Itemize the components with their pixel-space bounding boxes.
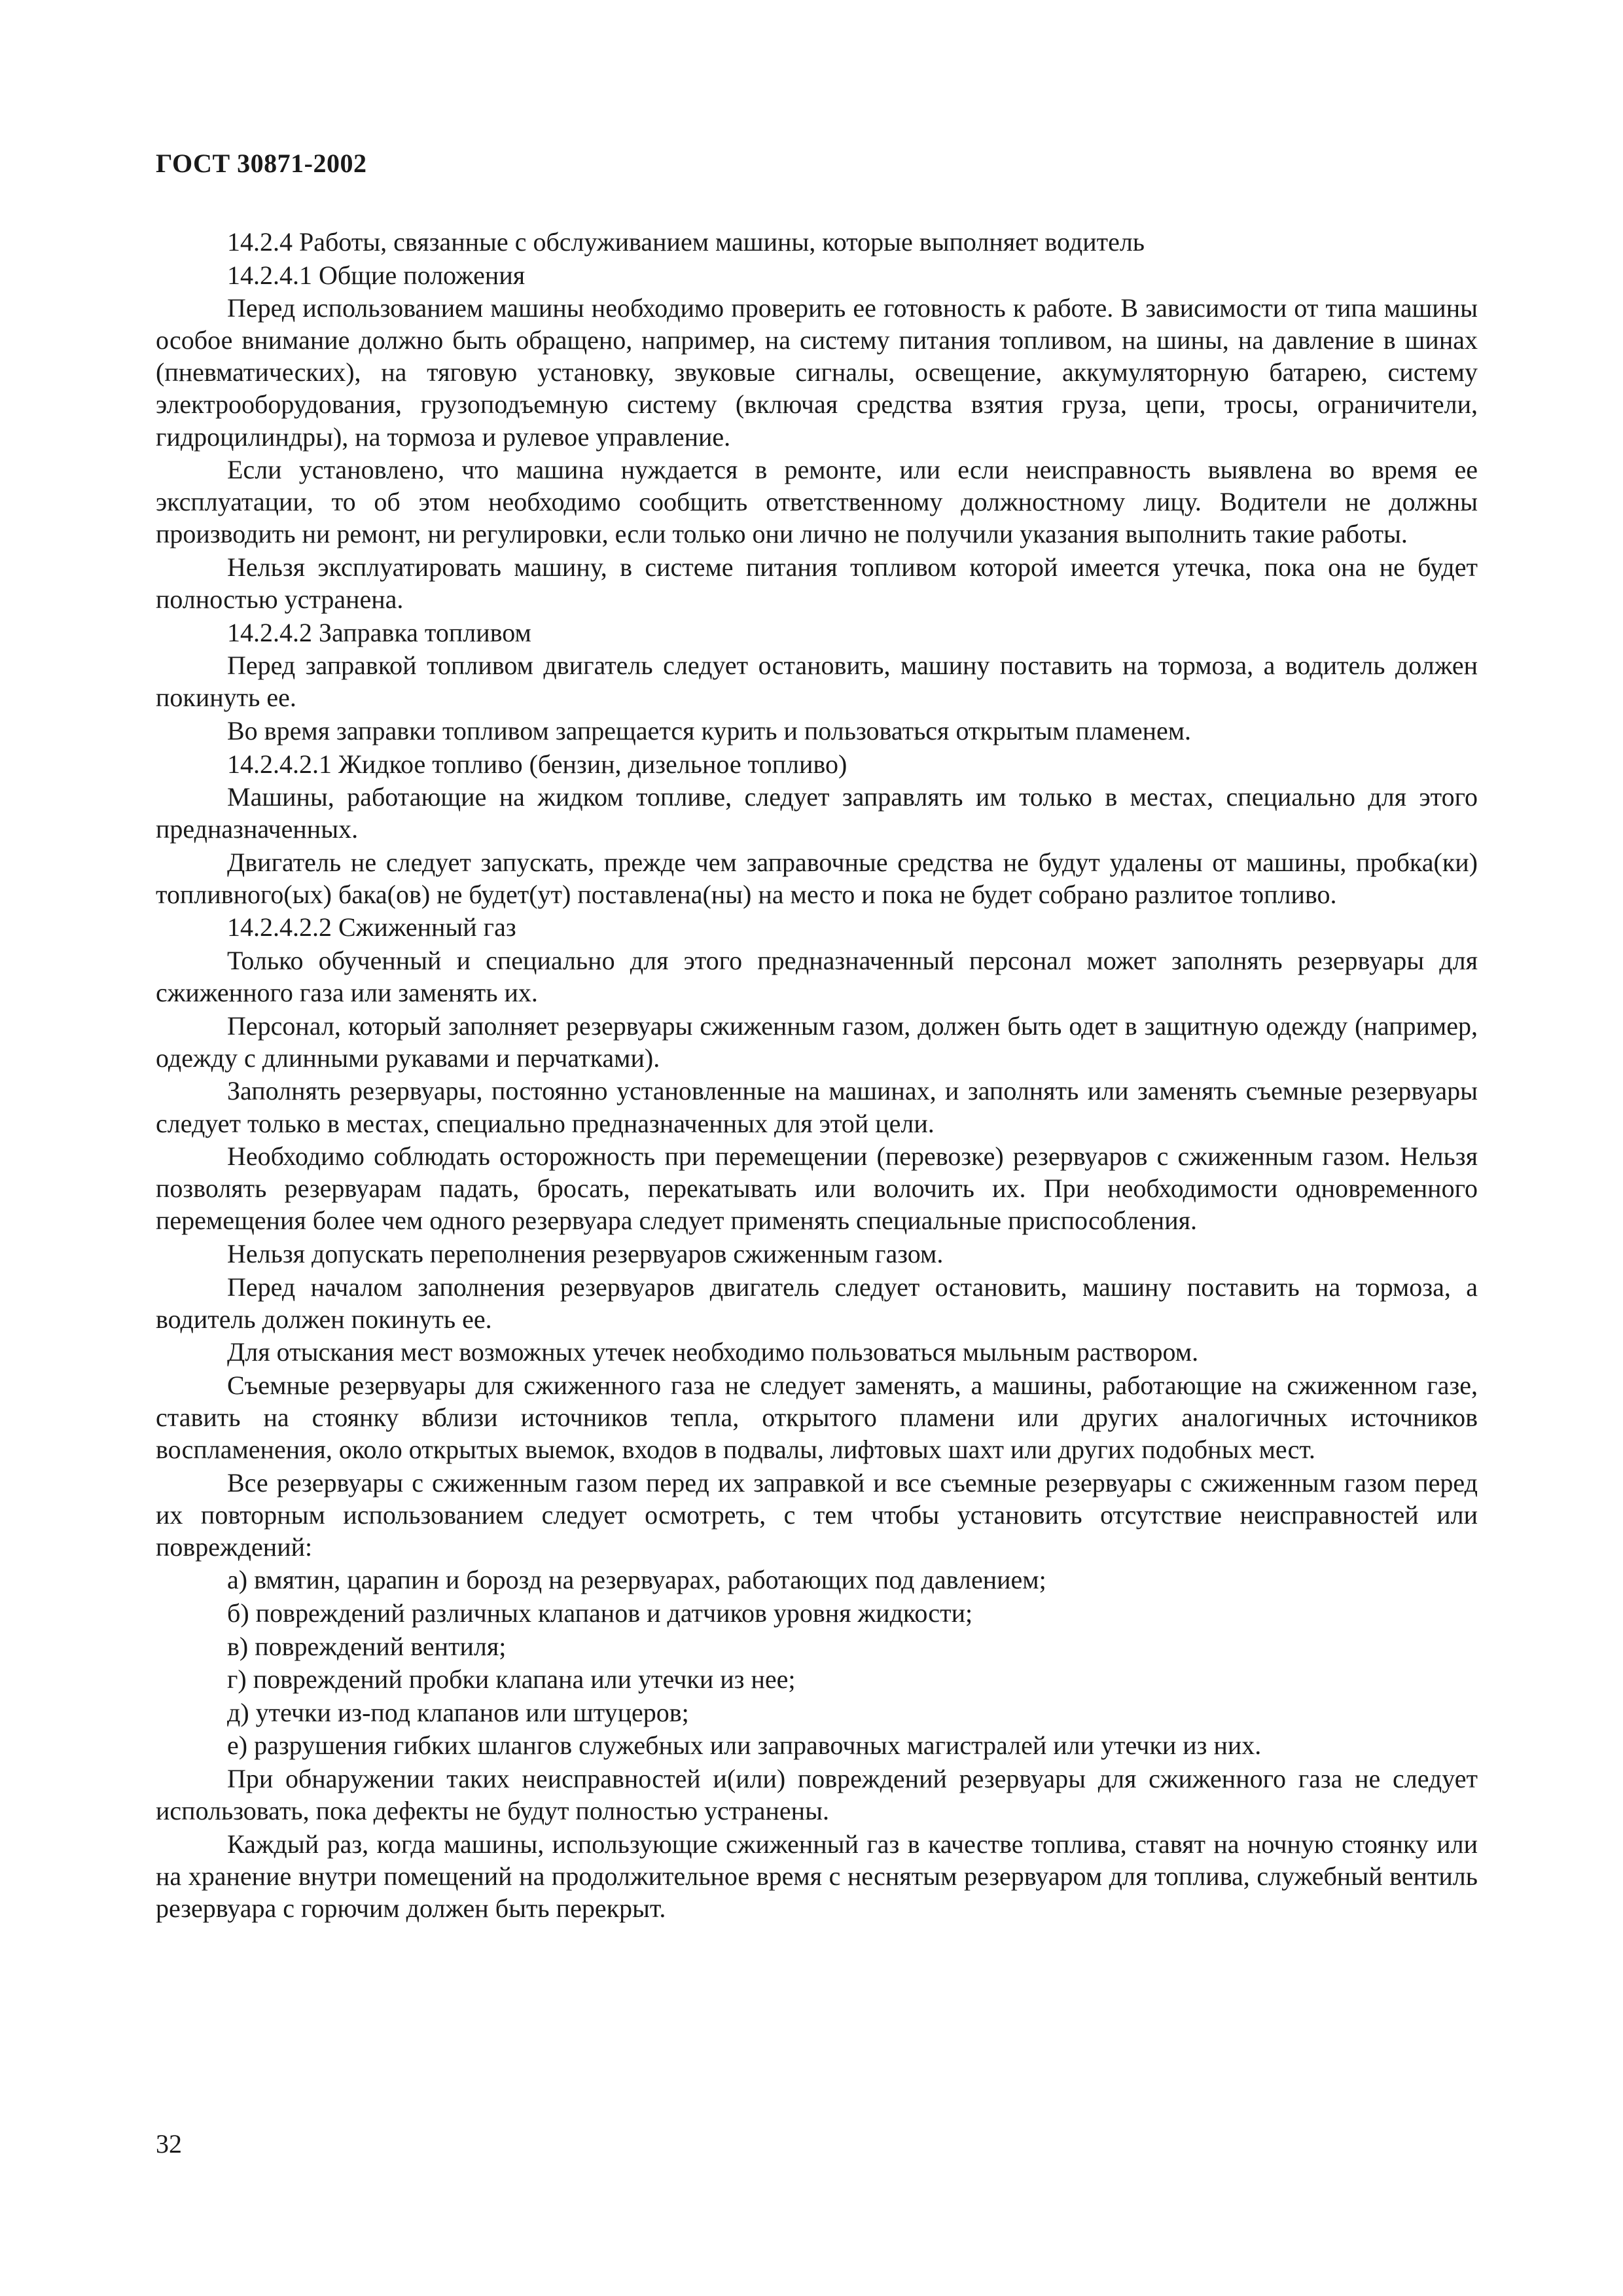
paragraph: Необходимо соблюдать осторожность при перемещении (перевозке) резервуаров с сжиженным газом. Нельзя позволять резервуарам падать, бросать, перекатывать или волочить их. При необходимости одновременного перемещения более чем одного резервуара следует применять специальные приспособления.	[156, 1141, 1478, 1236]
list-item: в) повреждений вентиля;	[227, 1631, 507, 1661]
paragraph: Двигатель не следует запускать, прежде чем заправочные средства не будут удалены от машины, пробка(ки) топливного(ых) бака(ов) не будет(ут) поставлена(ны) на место и пока не будет собрано разлитое топливо.	[156, 847, 1478, 909]
document-body	[156, 226, 1478, 1925]
paragraph: Перед началом заполнения резервуаров двигатель следует остановить, машину поставить на тормоза, а водитель должен покинуть ее.	[156, 1272, 1478, 1334]
list-item: г) повреждений пробки клапана или утечки из нее;	[227, 1664, 796, 1695]
list-item: д) утечки из-под клапанов или штуцеров;	[227, 1697, 689, 1727]
paragraph: Перед заправкой топливом двигатель следует остановить, машину поставить на тормоза, а водитель должен покинуть ее.	[156, 651, 1478, 713]
section-heading-14-2-4-1: 14.2.4.1 Общие положения	[227, 260, 526, 290]
page-number: 32	[156, 2129, 182, 2159]
paragraph: Нельзя допускать переполнения резервуаров сжиженным газом.	[227, 1238, 944, 1268]
section-heading-14-2-4-2-1: 14.2.4.2.1 Жидкое топливо (бензин, дизельное топливо)	[227, 749, 847, 779]
paragraph: Все резервуары с сжиженным газом перед их заправкой и все съемные резервуары с сжиженным газом перед их повторным использованием следует осмотреть, с тем чтобы установить отсутствие неисправностей или повреждений:	[156, 1467, 1478, 1562]
list-item: б) повреждений различных клапанов и датчиков уровня жидкости;	[227, 1598, 973, 1628]
paragraph: Нельзя эксплуатировать машину, в системе питания топливом которой имеется утечка, пока она не будет полностью устранена.	[156, 552, 1478, 615]
paragraph: Перед использованием машины необходимо проверить ее готовность к работе. В зависимости от типа машины особое внимание должно быть обращено, например, на систему питания топливом, на шины, на давление в шинах (пневматических), на тяговую установку, звуковые сигналы, освещение, аккумуляторную батарею, систему электрооборудования, грузоподъемную систему (включая средства взятия груза, цепи, тросы, ограничители, гидроцилиндры), на тормоза и рулевое управление.	[156, 293, 1478, 452]
paragraph: Заполнять резервуары, постоянно установленные на машинах, и заполнять или заменять съемные резервуары следует только в местах, специально предназначенных для этой цели.	[156, 1076, 1478, 1138]
document-header: ГОСТ 30871-2002	[156, 149, 367, 178]
section-heading-14-2-4-2: 14.2.4.2 Заправка топливом	[227, 617, 531, 647]
paragraph: Если установлено, что машина нуждается в ремонте, или если неисправность выявлена во время ее эксплуатации, то об этом необходимо сообщить ответственному должностному лицу. Водители не должны производить ни ремонт, ни регулировки, если только они лично не получили указания выполнить такие работы.	[156, 455, 1478, 549]
paragraph: При обнаружении таких неисправностей и(или) повреждений резервуары для сжиженного газа не следует использовать, пока дефекты не будут полностью устранены.	[156, 1763, 1478, 1825]
paragraph: Только обученный и специально для этого предназначенный персонал может заполнять резервуары для сжиженного газа или заменять их.	[156, 946, 1478, 1008]
section-heading-14-2-4-2-2: 14.2.4.2.2 Сжиженный газ	[227, 912, 516, 942]
paragraph: Для отыскания мест возможных утечек необходимо пользоваться мыльным раствором.	[227, 1337, 1199, 1367]
paragraph: Персонал, который заполняет резервуары сжиженным газом, должен быть одет в защитную одежду (например, одежду с длинными рукавами и перчатками).	[156, 1011, 1478, 1073]
paragraph: Съемные резервуары для сжиженного газа не следует заменять, а машины, работающие на сжиженном газе, ставить на стоянку вблизи источников тепла, открытого пламени или других аналогичных источников воспламенения, около открытых выемок, входов в подвалы, лифтовых шахт или других подобных мест.	[156, 1370, 1478, 1464]
paragraph: Каждый раз, когда машины, использующие сжиженный газ в качестве топлива, ставят на ночную стоянку или на хранение внутри помещений на продолжительное время с неснятым резервуаром для топлива, служебный вентиль резервуара с горючим должен быть перекрыт.	[156, 1829, 1478, 1923]
list-item: е) разрушения гибких шлангов служебных или заправочных магистралей или утечки из них.	[227, 1731, 1262, 1761]
paragraph: Машины, работающие на жидком топливе, следует заправлять им только в местах, специально для этого предназначенных.	[156, 782, 1478, 844]
paragraph: Во время заправки топливом запрещается курить и пользоваться открытым пламенем.	[227, 715, 1192, 745]
list-item: а) вмятин, царапин и борозд на резервуарах, работающих под давлением;	[227, 1565, 1046, 1595]
section-heading-14-2-4: 14.2.4 Работы, связанные с обслуживанием машины, которые выполняет водитель	[227, 227, 1145, 257]
